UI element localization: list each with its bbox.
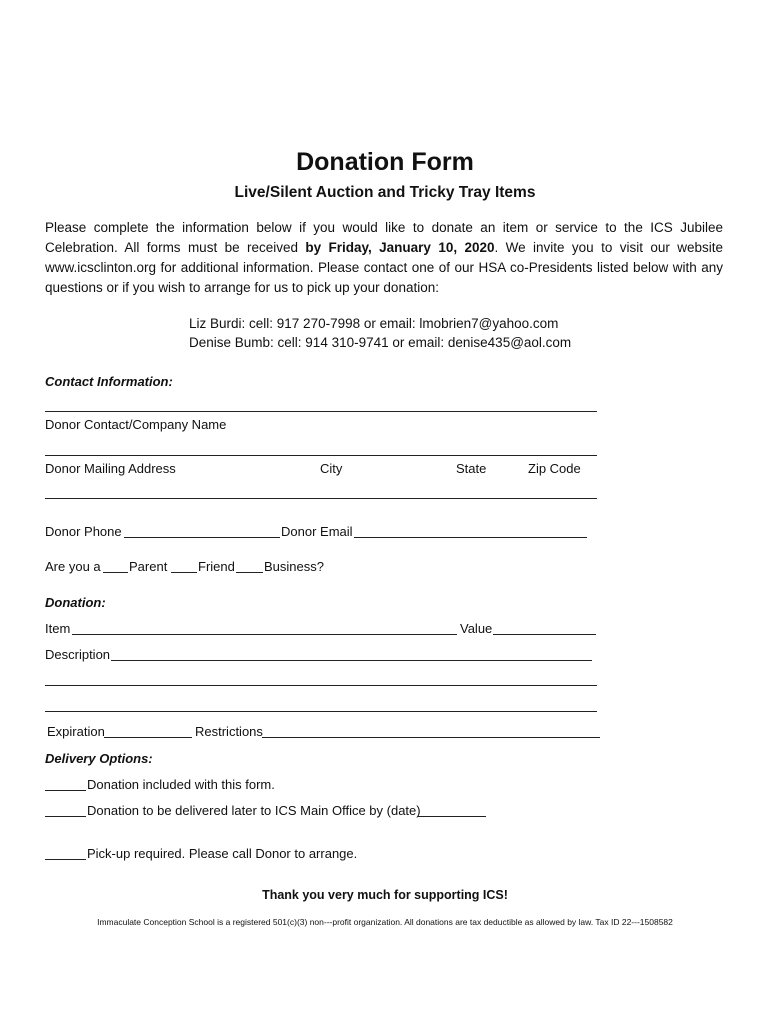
thank-you-text: Thank you very much for supporting ICS!: [262, 888, 508, 902]
zip-label: Zip Code: [528, 461, 581, 476]
delivery-option-3: Pick-up required. Please call Donor to arrange.: [87, 846, 358, 861]
friend-option: Friend: [198, 559, 235, 574]
are-you-label: Are you a: [45, 559, 101, 574]
parent-blank[interactable]: [103, 572, 128, 573]
option2-blank[interactable]: [45, 816, 86, 817]
page-subtitle: Live/Silent Auction and Tricky Tray Items: [234, 184, 536, 201]
item-line[interactable]: [72, 634, 457, 635]
parent-option: Parent: [129, 559, 168, 574]
contact-heading: Contact Information:: [45, 374, 173, 389]
value-line[interactable]: [493, 634, 596, 635]
description-line-3[interactable]: [45, 711, 597, 712]
contact-liz: Liz Burdi: cell: 917 270-7998 or email: lmobrien7@yahoo.com: [189, 316, 559, 331]
donor-name-line[interactable]: [45, 411, 597, 412]
address-line[interactable]: [45, 455, 597, 456]
description-line-1[interactable]: [111, 660, 592, 661]
intro-text-2: . We invite you to visit our website www.icsclinton.org for additional information. Please contact one of our HSA co-Presidents listed below with any questions or if you wish to arrange for us to pick up your donation:: [45, 240, 724, 295]
deadline-text: by Friday, January 10, 2020: [305, 240, 495, 255]
delivery-date-line[interactable]: [418, 816, 486, 817]
business-option: Business?: [264, 559, 324, 574]
delivery-option-2: Donation to be delivered later to ICS Main Office by (date): [87, 803, 421, 818]
donor-name-label: Donor Contact/Company Name: [45, 417, 227, 432]
item-label: Item: [45, 621, 71, 636]
footer-note: Immaculate Conception School is a registered 501(c)(3) non---profit organization. All donations are tax deductible as allowed by law. Tax ID 22---1508582: [97, 917, 673, 927]
value-label: Value: [460, 621, 493, 636]
intro-text-1: Please complete the information below if you would like to donate an item or service to the ICS Jubilee Celebration. All forms must be received: [45, 220, 723, 255]
phone-label: Donor Phone: [45, 524, 122, 539]
expiration-line[interactable]: [104, 737, 192, 738]
email-label: Donor Email: [281, 524, 353, 539]
intro-paragraph: [45, 218, 723, 298]
friend-blank[interactable]: [171, 572, 197, 573]
expiration-label: Expiration: [47, 724, 105, 739]
delivery-heading: Delivery Options:: [45, 751, 153, 766]
address-label: Donor Mailing Address: [45, 461, 176, 476]
restrictions-line[interactable]: [262, 737, 600, 738]
state-label: State: [456, 461, 487, 476]
option1-blank[interactable]: [45, 790, 86, 791]
city-label: City: [320, 461, 343, 476]
description-label: Description: [45, 647, 111, 662]
option3-blank[interactable]: [45, 859, 86, 860]
phone-line[interactable]: [124, 537, 280, 538]
delivery-option-1: Donation included with this form.: [87, 777, 275, 792]
donation-heading: Donation:: [45, 595, 106, 610]
description-line-2[interactable]: [45, 685, 597, 686]
email-line[interactable]: [354, 537, 587, 538]
restrictions-label: Restrictions: [195, 724, 263, 739]
contact-denise: Denise Bumb: cell: 914 310-9741 or email: denise435@aol.com: [189, 335, 572, 350]
address-extra-line[interactable]: [45, 498, 597, 499]
page-title: Donation Form: [296, 148, 474, 176]
business-blank[interactable]: [236, 572, 263, 573]
